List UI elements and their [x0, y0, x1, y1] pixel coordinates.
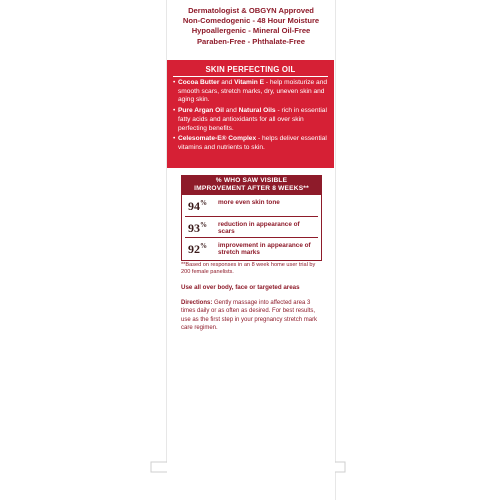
ingredient-name: Celesomate-E® Complex: [178, 135, 257, 143]
claim-line: Dermatologist & OBGYN Approved: [188, 6, 314, 15]
ingredient-name: Cocoa Butter: [178, 79, 220, 86]
directions: [181, 299, 326, 333]
stat-percent: 93%: [188, 221, 207, 235]
directions-label: Directions:: [181, 300, 213, 306]
ingredient-list: [173, 79, 331, 155]
bullet-icon: •: [173, 135, 176, 143]
heading-line: IMPROVEMENT AFTER 8 WEEKS**: [194, 185, 309, 193]
list-item: [173, 79, 331, 105]
table-row: [185, 237, 318, 258]
claim-line: Hypoallergenic - Mineral Oil-Free: [191, 26, 311, 36]
stat-percent: 94%: [188, 199, 207, 213]
bullet-icon: •: [173, 79, 176, 86]
stat-label: more even skin tone: [218, 199, 280, 206]
heading-line: % WHO SAW VISIBLE: [215, 177, 288, 184]
ingredient-name: Vitamin E: [234, 79, 265, 86]
claim-line: Paraben-Free - Phthalate-Free: [196, 36, 306, 46]
ingredient-name: Pure Argan Oil: [178, 107, 224, 115]
results-heading: [182, 176, 321, 195]
divider: [173, 76, 328, 77]
table-row: [185, 216, 318, 237]
skin-perfecting-oil-section: [167, 60, 334, 168]
list-text: - rich in essential fatty acids and antioxidants for all over skin perfecting benefits.: [178, 107, 327, 132]
list-text: and: [223, 107, 239, 115]
list-item: [173, 135, 331, 152]
results-table: [181, 175, 322, 261]
product-claims: [167, 6, 335, 47]
directions-text: Gently massage into affected area 3 times daily or as often as desired. For best results, use as the first step in your pregnancy stretch mark care regimen.: [181, 300, 318, 332]
usage-line: Use all over body, face or targeted areas: [181, 284, 300, 291]
list-text: - helps deliver essential vitamins and nutrients to skin.: [178, 135, 327, 151]
box-back-panel: [167, 0, 335, 500]
ingredient-name: Natural Oils: [238, 107, 276, 115]
section-title: SKIN PERFECTING OIL: [205, 65, 296, 74]
claim-line: Non-Comedogenic - 48 Hour Moisture: [182, 16, 320, 26]
list-text: - help moisturize and smooth scars, stretch marks, dry, uneven skin and aging skin.: [178, 79, 328, 104]
stat-percent: 92%: [188, 242, 207, 256]
list-item: [173, 107, 331, 133]
list-text: and: [219, 79, 235, 86]
stat-label: reduction in appearance of scars: [218, 221, 300, 236]
footnote: **Based on responses in an 8 week home user trial by 200 female panelists.: [181, 262, 316, 275]
table-row: [185, 195, 318, 216]
bullet-icon: •: [173, 107, 176, 115]
stat-label: improvement in appearance of stretch marks: [218, 242, 311, 257]
